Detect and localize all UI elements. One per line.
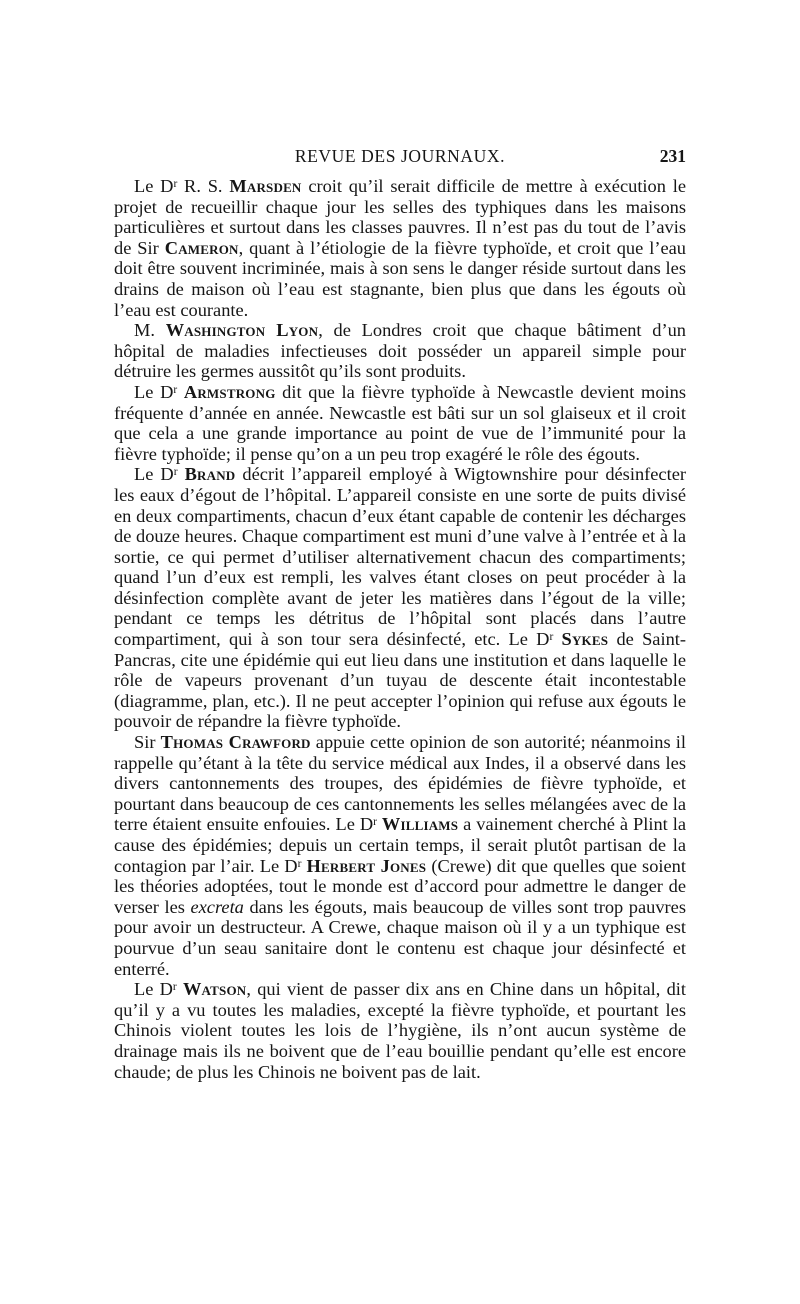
text-run: dans les égouts, mais beaucoup de villes sont trop pauvres pour avoir un destructeur. A Crewe, chaque maison où il y a un typhique est pourvue d’un seau sanitaire dont le contenu est chaque jour désinfecté et enterré.: [114, 896, 686, 979]
person-name: Armstrong: [183, 381, 276, 402]
person-name: Herbert Jones: [306, 855, 427, 876]
paragraph: [114, 979, 686, 1082]
paragraph: [114, 176, 686, 320]
text-run: , quant à l’étiologie de la fièvre typhoïde, et croit que l’eau doit être souvent incriminée, mais à son sens le danger réside surtout dans les drains de maison où l’eau est stagnante, bien plus que dans les égouts où l’eau est courante.: [114, 237, 686, 320]
article-body: [114, 176, 686, 1082]
page-number: 231: [659, 146, 686, 166]
text-run: Le D: [134, 464, 174, 485]
text-run: Le D: [134, 176, 174, 196]
paragraph: [114, 320, 686, 382]
superscript: r: [373, 816, 377, 829]
text-run: appuie cette opinion de son autorité; néanmoins il rappelle qu’étant à la tête du service médical aux Indes, il a observé dans les divers cantonnements des troupes, des épidémies de fièvre typhoïde, et pourtant dans beaucoup de ces cantonnements les selles mélangées avec de la terre étaient ensuite enfouies. Le D: [114, 732, 687, 835]
text-run: , qui vient de passer dix ans en Chine dans un hôpital, dit qu’il y a vu toutes les maladies, excepté la fièvre typhoïde, et pourtant les Chinois violent toutes les lois de l’hygiène, ils n’ont aucun système de drainage mais ils ne boivent que de l’eau bouillie pendant qu’elle est encore chaude; de plus les Chinois ne boivent pas de lait.: [114, 979, 686, 1082]
paragraph: [114, 464, 686, 732]
text-run: Le D: [134, 979, 173, 1000]
italic-term: excreta: [190, 896, 244, 917]
person-name: Thomas Crawford: [160, 732, 311, 753]
person-name: Williams: [381, 814, 459, 835]
text-run: , de Londres croit que chaque bâtiment d’un hôpital de maladies infectieuses doit posséder un appareil simple pour détruire les germes aussitôt qu’ils sont produits.: [114, 320, 686, 382]
person-name: Cameron: [164, 237, 239, 258]
person-name: Brand: [184, 464, 236, 485]
text-run: [177, 382, 184, 402]
text-run: a vainement cherché à Plint la cause des épidémies; depuis un certain temps, il serait plutôt partisan de la contagion par l’air. Le D: [114, 814, 686, 876]
running-header: [114, 146, 686, 176]
superscript: r: [172, 981, 177, 994]
text-run: Sir: [134, 732, 161, 753]
superscript: r: [549, 630, 554, 643]
paragraph: [114, 732, 686, 979]
text-run: (Crewe) dit que quelles que soient les théories adoptées, tout le monde est d’accord pour admettre le danger de verser les: [114, 855, 686, 917]
superscript: r: [297, 857, 302, 870]
text-run: [178, 464, 185, 484]
person-name: Sykes: [561, 629, 609, 650]
person-name: Watson: [182, 979, 247, 1000]
text-run: de Saint-Pancras, cite une épidémie qui eut lieu dans une institution et dans laquelle le rôle de vapeurs provenant d’un tuyau de descente était incontestable (diagramme, plan, etc.). Il ne peut accepter l’opinion qui refuse aux égouts le pouvoir de répandre la fièvre typhoïde.: [114, 629, 686, 732]
text-run: [553, 629, 561, 649]
text-run: décrit l’appareil employé à Wigtownshire pour désinfecter les eaux d’égout de l’hôpital. L’appareil consiste en une sorte de puits divisé en deux compartiments, chacun d’eux étant capable de contenir les décharges de douze heures. Chaque compartiment est muni d’une valve à l’entrée et à la sortie, ce qui permet d’utiliser alternativement chacun des compartiments; quand l’un d’eux est rempli, les valves étant closes on peut procéder à la désinfection complète avant de jeter les matières dans l’égout de la ville; pendant ce temps les détritus de l’hôpital sont placés dans l’autre compartiment, qui à son tour sera désinfecté, etc. Le D: [114, 464, 686, 650]
person-name: Washington Lyon: [165, 320, 319, 341]
superscript: r: [173, 383, 178, 396]
text-run: Le D: [134, 381, 174, 402]
person-name: Marsden: [229, 176, 302, 196]
text-run: dit que la fièvre typhoïde à Newcastle devient moins fréquente d’année en année. Newcastle est bâti sur un sol glaiseux et il croit que cela a une grande importance au point de vue de l’immunité pour la fièvre typhoïde; il pense qu’on a un peu trop exagéré le rôle des égouts.: [114, 381, 686, 464]
document-page: [114, 146, 686, 1082]
superscript: r: [173, 466, 178, 479]
text-run: M.: [134, 320, 166, 341]
text-run: R. S.: [177, 176, 230, 196]
superscript: r: [173, 177, 178, 190]
journal-title: REVUE DES JOURNAUX.: [294, 146, 506, 166]
text-run: croit qu’il serait difficile de mettre à exécution le projet de recueillir chaque jour les selles des typhiques dans les maisons particulières et surtout dans les classes pauvres. Il n’est pas du tout de l’avis de Sir: [114, 176, 686, 258]
paragraph: [114, 382, 686, 464]
